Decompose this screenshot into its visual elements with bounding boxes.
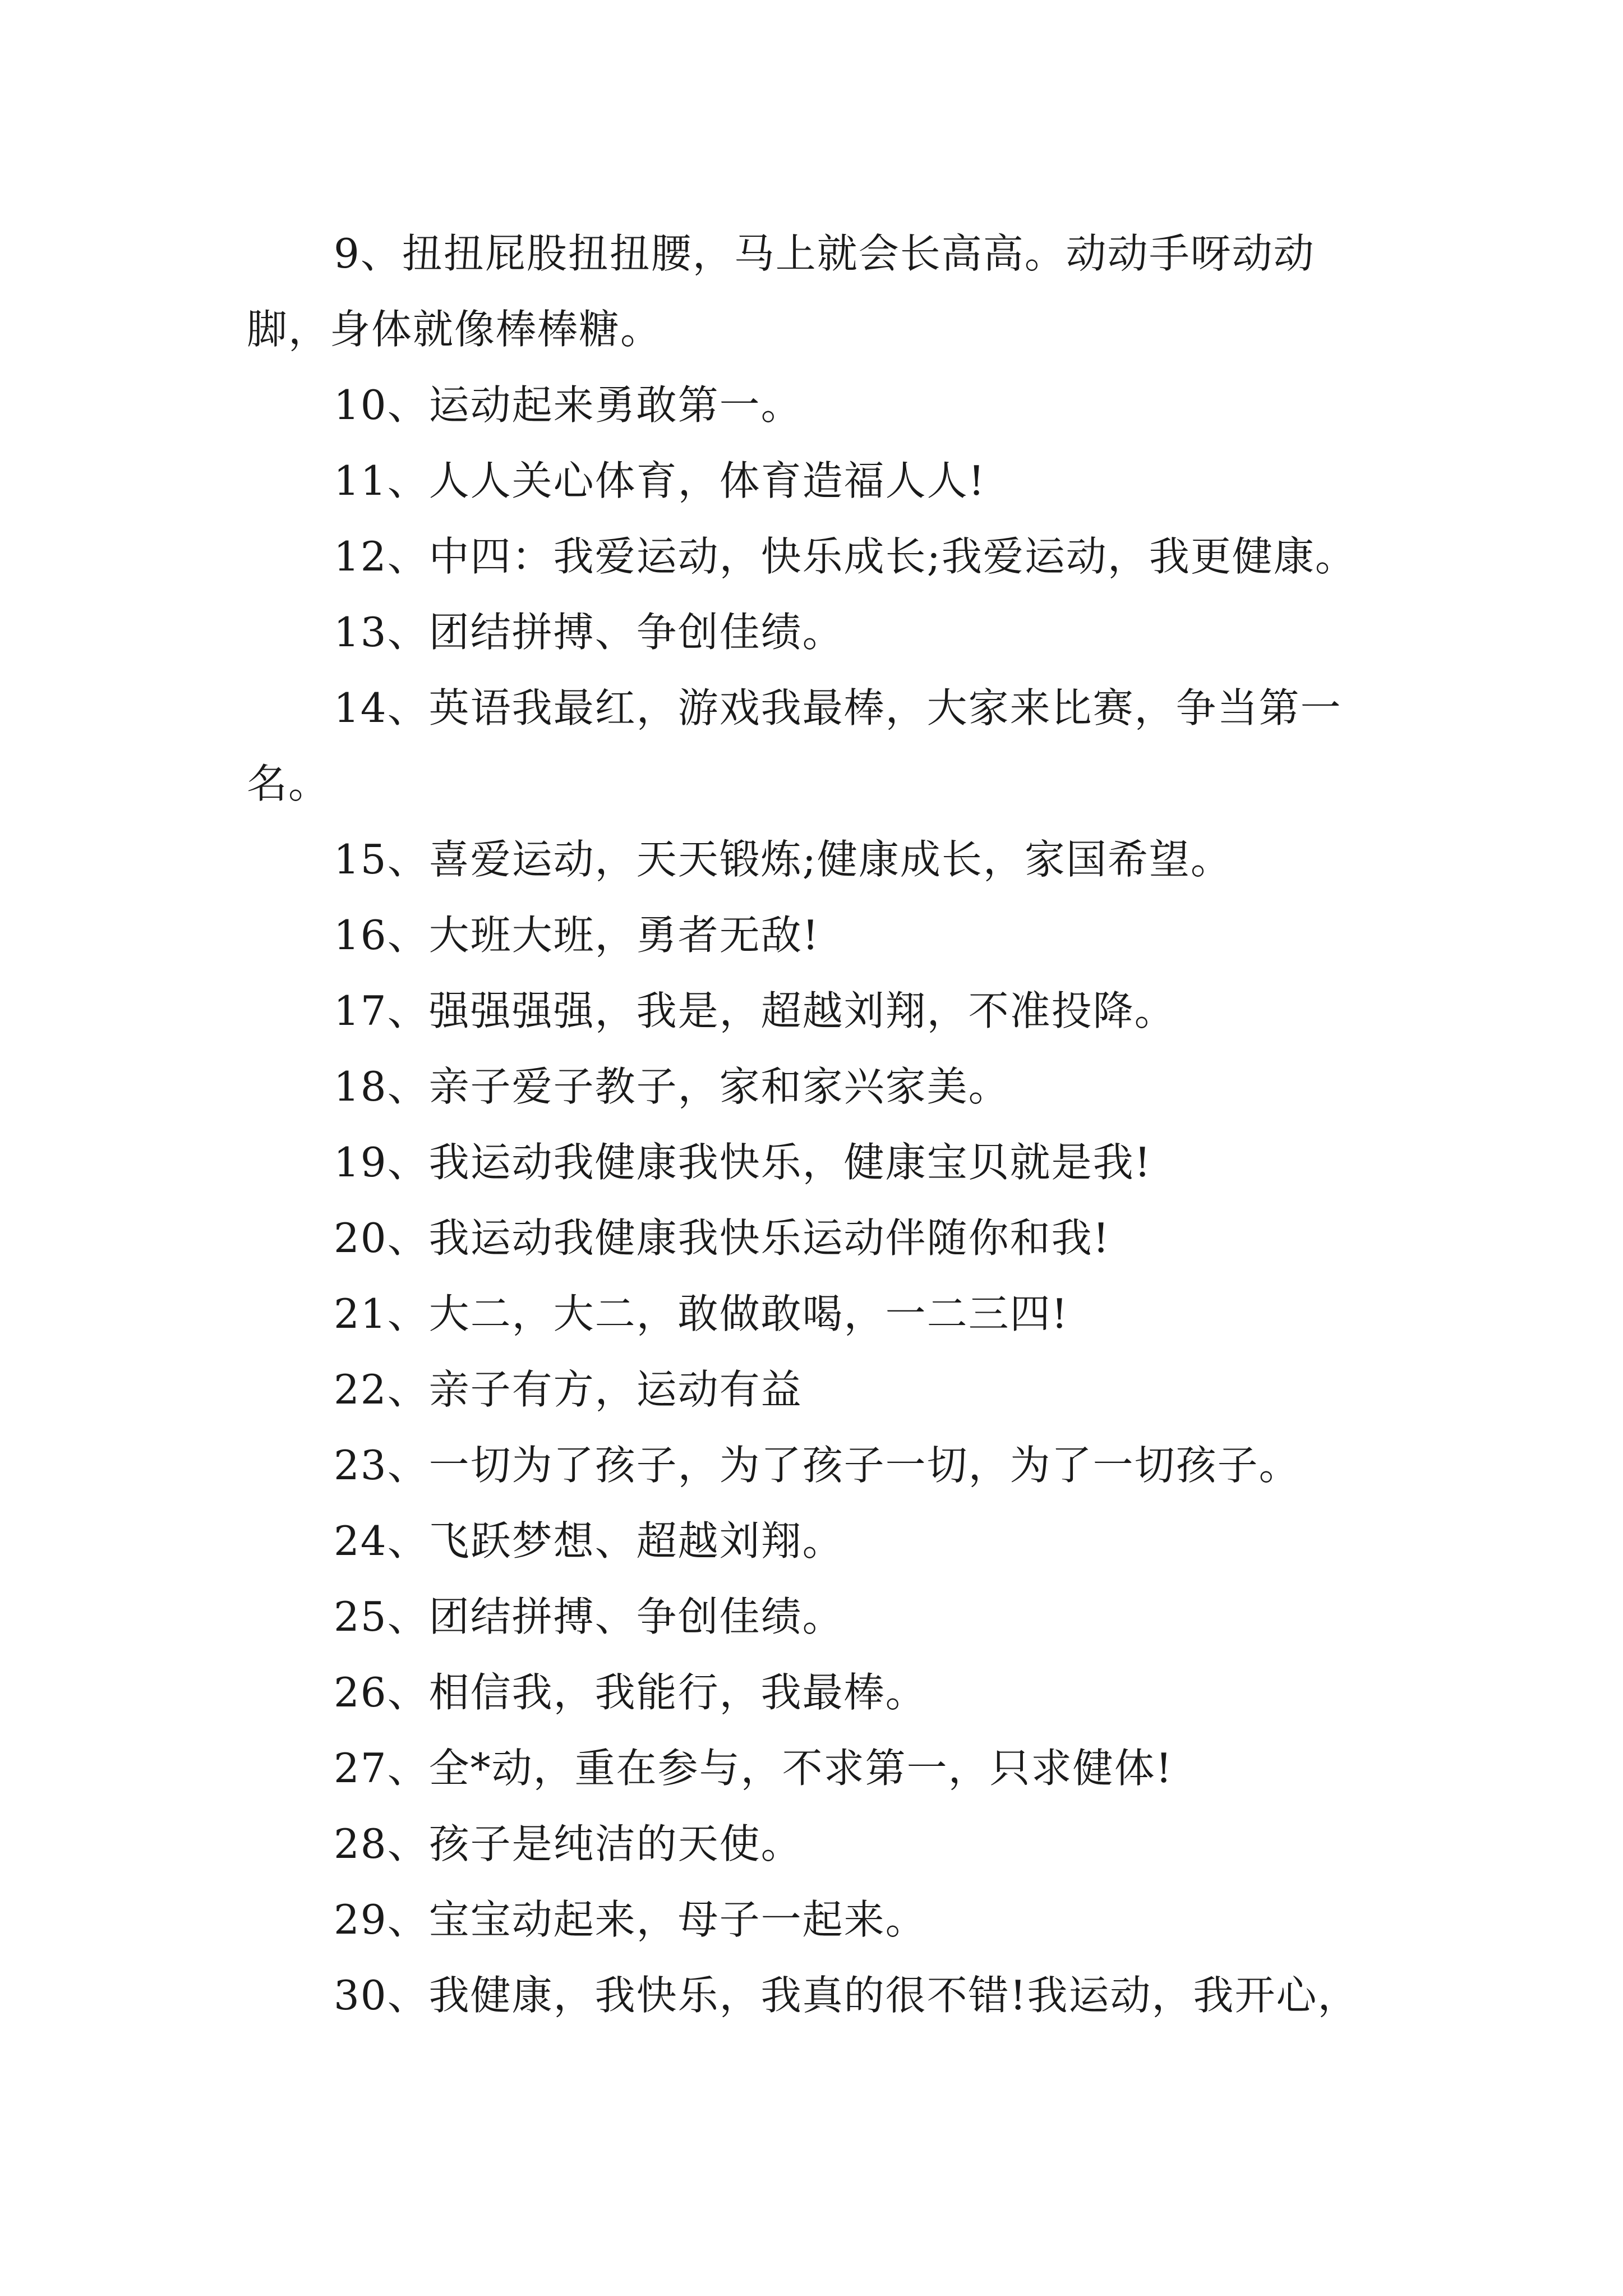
paragraph-23: 23、一切为了孩子，为了孩子一切，为了一切孩子。 <box>334 1442 1301 1489</box>
paragraph-9: 9、扭扭屁股扭扭腰，马上就会长高高。动动手呀动动脚，身体就像棒棒糖。 <box>247 230 1315 353</box>
paragraph-11: 11、人人关心体育，体育造福人人! <box>334 457 986 504</box>
paragraph-19: 19、我运动我健康我快乐，健康宝贝就是我! <box>334 1139 1152 1186</box>
paragraph-21: 21、大二，大二，敢做敢喝，一二三四! <box>334 1290 1069 1337</box>
paragraph-24: 24、飞跃梦想、超越刘翔。 <box>334 1517 844 1565</box>
paragraph-26: 26、相信我，我能行，我最棒。 <box>334 1669 927 1716</box>
paragraph-10: 10、运动起来勇敢第一。 <box>334 381 803 429</box>
paragraph-12: 12、中四：我爱运动，快乐成长;我爱运动，我更健康。 <box>334 533 1357 580</box>
paragraph-27: 27、全*动，重在参与，不求第一，只求健体! <box>334 1745 1173 1792</box>
paragraph-28: 28、孩子是纯洁的天使。 <box>334 1820 803 1867</box>
paragraph-20: 20、我运动我健康我快乐运动伴随你和我! <box>334 1214 1110 1262</box>
paragraph-15: 15、喜爱运动，天天锻炼;健康成长，家国希望。 <box>334 836 1232 883</box>
paragraph-25: 25、团结拼搏、争创佳绩。 <box>334 1593 844 1640</box>
paragraph-22: 22、亲子有方，运动有益 <box>334 1366 803 1413</box>
paragraph-17: 17、强强强强，我是，超越刘翔，不准投降。 <box>334 987 1176 1034</box>
paragraph-18: 18、亲子爱子教子，家和家兴家美。 <box>334 1063 1010 1110</box>
paragraph-14: 14、英语我最红，游戏我最棒，大家来比赛，争当第一名。 <box>247 684 1342 807</box>
paragraph-29: 29、宝宝动起来，母子一起来。 <box>334 1896 927 1943</box>
paragraph-16: 16、大班大班，勇者无敌! <box>334 912 820 959</box>
paragraph-13: 13、团结拼搏、争创佳绩。 <box>334 609 844 656</box>
slogan-list <box>247 216 1382 2033</box>
paragraph-30: 30、我健康，我快乐，我真的很不错!我运动，我开心， <box>334 1972 1359 2019</box>
